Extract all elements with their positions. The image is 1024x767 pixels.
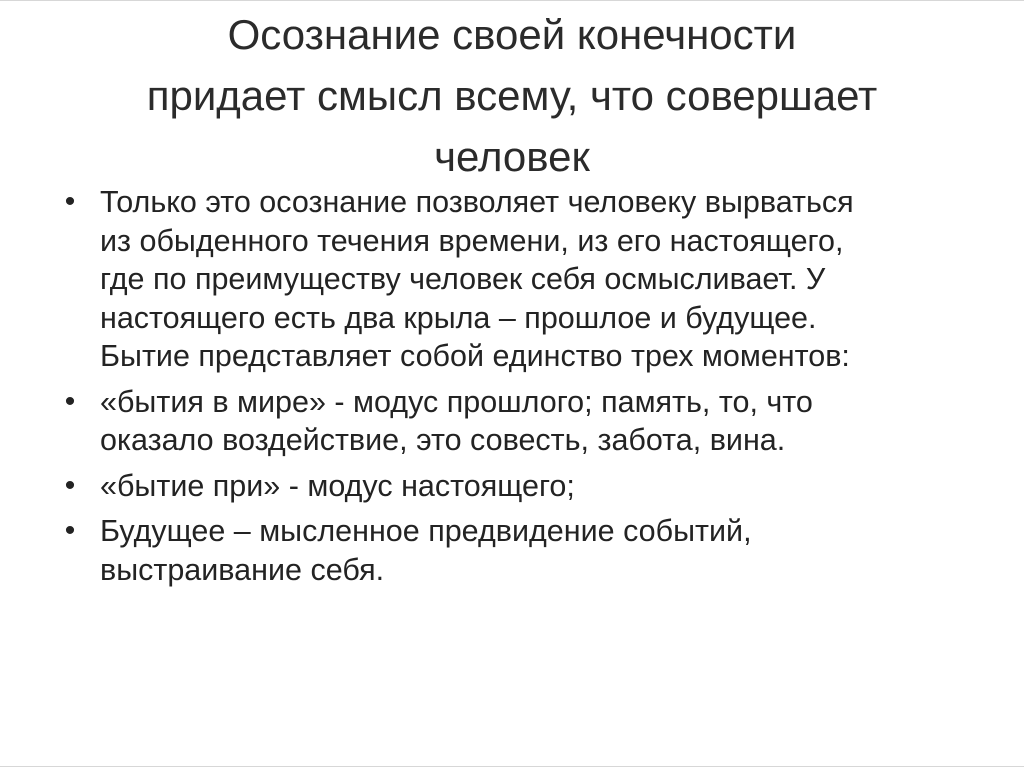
bullet-3-line-1: «бытие при» - модус настоящего;: [100, 468, 575, 503]
bullet-item-3: [58, 467, 978, 506]
bullet-4-line-2: выстраивание себя.: [100, 552, 385, 587]
bullet-dot-icon: •: [64, 468, 76, 502]
bullet-1-line-4: настоящего есть два крыла – прошлое и будущее.: [100, 300, 817, 335]
bullet-4-line-1: Будущее – мысленное предвидение событий,: [100, 514, 752, 548]
title-line-2: придает смысл всему, что совершает: [146, 72, 878, 119]
bullet-list: [58, 183, 978, 596]
bullet-dot-icon: •: [64, 384, 76, 418]
bullet-1-line-5: Бытие представляет собой единство трех моментов:: [100, 339, 850, 373]
title-line-1: Осознание своей конечности: [227, 11, 797, 58]
bullet-dot-icon: •: [64, 514, 76, 547]
bullet-dot-icon: •: [64, 185, 76, 218]
bullet-1-line-3: где по преимуществу человек себя осмысливает. У: [100, 262, 826, 296]
bullet-item-2: [58, 383, 978, 460]
bullet-1-line-1: Только это осознание позволяет человеку вырваться: [100, 185, 854, 219]
bullet-2-line-2: оказало воздействие, это совесть, забота, вина.: [100, 423, 786, 457]
bullet-item-4: [58, 512, 978, 589]
bullet-2-line-1: «бытия в мире» - модус прошлого; память, то, что: [100, 384, 813, 419]
slide-title: [60, 4, 964, 187]
title-line-3: человек: [434, 133, 590, 180]
bullet-1-line-2: из обыденного течения времени, из его настоящего,: [100, 223, 844, 258]
bullet-item-1: [58, 183, 978, 376]
